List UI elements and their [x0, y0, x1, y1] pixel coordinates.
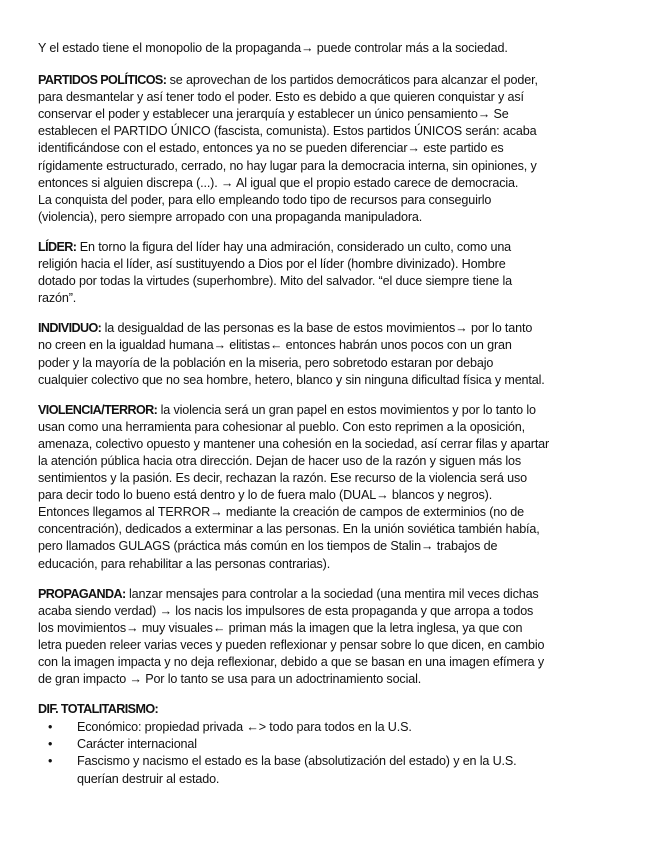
paragraph-line: establecen el PARTIDO ÚNICO (fascista, comunista). Estos partidos ÚNICOS serán: acaba: [38, 124, 537, 139]
list-item-text: querían destruir al estado.: [77, 771, 220, 786]
paragraph-line: identificándose con el estado, entonces ya no se pueden diferenciar→ este partido es: [38, 141, 504, 156]
paragraph-line: entonces si alguien discrepa (...). → Al igual que el propio estado carece de democracia.: [38, 175, 519, 190]
list-item-text: Económico: propiedad privada ←> todo para todos en la U.S.: [77, 720, 412, 735]
paragraph-line: la violencia será un gran papel en estos movimientos y por lo tanto lo: [157, 402, 536, 417]
bullet-icon: •: [48, 737, 53, 752]
section-partidos-politicos: [38, 72, 619, 226]
paragraph-line: amenaza, colectivo opuesto y mantener una cohesión en la sociedad, así cerrar filas y apartar: [38, 436, 550, 451]
paragraph-line: pero llamados GULAGS (práctica más común en los tiempos de Stalin→ trabajos de: [38, 539, 498, 554]
paragraph-line: En torno la figura del líder hay una admiración, considerado un culto, como una: [76, 239, 512, 254]
section-heading: PARTIDOS POLÍTICOS:: [38, 73, 167, 88]
list-item-text: Carácter internacional: [77, 737, 197, 752]
paragraph-line: usan como una herramienta para cohesionar al pueblo. Con esto reprimen a la oposición,: [38, 419, 525, 434]
paragraph-line: conservar el poder y establecer una jerarquía y establecer un único pensamiento→ Se: [38, 107, 509, 122]
paragraph-line: para desmantelar y así tener todo el poder. Esto es debido a que quieren conquistar y así: [38, 90, 524, 105]
paragraph-line: religión hacia el líder, así sustituyendo a Dios por el líder (hombre divinizado). Hombre: [38, 257, 506, 272]
paragraph-line: los movimientos→ muy visuales← priman más la imagen que la letra inglesa, ya que con: [38, 620, 523, 635]
bullet-icon: •: [48, 720, 53, 735]
paragraph-line: poder y la mayoría de la población en la miseria, pero sobretodo estaran por debajo: [38, 355, 494, 370]
section-heading: PROPAGANDA:: [38, 586, 126, 601]
paragraph-line: cualquier colectivo que no sea hombre, hetero, blanco y sin ninguna dificultad física y mental.: [38, 372, 545, 387]
paragraph-line: no creen en la igualdad humana→ elitistas← entonces habrán unos pocos con un gran: [38, 338, 512, 353]
paragraph-line: para decir todo lo bueno está dentro y lo de fuera malo (DUAL→ blancos y negros).: [38, 488, 493, 503]
intro-paragraph: [38, 40, 619, 57]
list-item: [38, 736, 619, 753]
paragraph-line: la desigualdad de las personas es la base de estos movimientos→ por lo tanto: [101, 321, 533, 336]
paragraph-line: (violencia), pero siempre arropado con una propaganda manipuladora.: [38, 209, 423, 224]
paragraph-line: acaba siendo verdad) → los nacis los impulsores de esta propaganda y que arropa a todos: [38, 603, 534, 618]
section-propaganda: [38, 586, 619, 689]
paragraph-line: dotado por todas la virtudes (superhombre). Mito del salvador. “el duce siempre tiene la: [38, 274, 513, 289]
paragraph-line: Entonces llegamos al TERROR→ mediante la creación de campos de exterminios (no de: [38, 505, 525, 520]
section-heading: VIOLENCIA/TERROR:: [38, 402, 158, 417]
bullet-icon: •: [48, 754, 53, 769]
paragraph-line: se aprovechan de los partidos democráticos para alcanzar el poder,: [166, 73, 538, 88]
section-heading: LÍDER:: [38, 239, 77, 254]
paragraph-line: concentración), dedicados a exterminar a las personas. En la unión soviética también había,: [38, 522, 540, 537]
bullet-list: [38, 719, 619, 787]
paragraph-line: La conquista del poder, para ello empleando todo tipo de recursos para conseguirlo: [38, 192, 492, 207]
paragraph-line: rígidamente estructurado, cerrado, no hay lugar para la democracia interna, sin opiniones, y: [38, 158, 537, 173]
paragraph-line: razón”.: [38, 291, 77, 306]
section-heading: INDIVIDUO:: [38, 321, 102, 336]
section-lider: [38, 239, 619, 307]
paragraph-line: de gran impacto → Por lo tanto se usa para un adoctrinamiento social.: [38, 672, 422, 687]
paragraph-line: letra pueden releer varias veces y pueden reflexionar y pensar sobre lo que dicen, en cambio: [38, 637, 545, 652]
section-dif-totalitarismo: [38, 701, 619, 787]
paragraph-line: sentimientos y la pasión. Es decir, rechazan la razón. Ese recurso de la violencia será uso: [38, 471, 527, 486]
list-item: [38, 719, 619, 736]
paragraph-line: Y el estado tiene el monopolio de la propaganda→ puede controlar más a la sociedad.: [38, 41, 508, 55]
list-item: [38, 753, 619, 787]
paragraph-line: educación, para rehabilitar a las personas contrarias).: [38, 556, 331, 571]
paragraph-line: lanzar mensajes para controlar a la sociedad (una mentira mil veces dichas: [125, 586, 539, 601]
list-item-text: Fascismo y nacismo el estado es la base (absolutización del estado) y en la U.S.: [77, 754, 517, 769]
paragraph-line: la atención pública hacia otra dirección. Dejan de hacer uso de la razón y siguen más los: [38, 453, 521, 468]
section-violencia-terror: [38, 402, 619, 573]
section-individuo: [38, 320, 619, 388]
paragraph-line: con la imagen impacta y no deja reflexionar, debido a que se basan en una imagen efímera y: [38, 655, 544, 669]
section-heading: DIF. TOTALITARISMO:: [38, 702, 159, 717]
